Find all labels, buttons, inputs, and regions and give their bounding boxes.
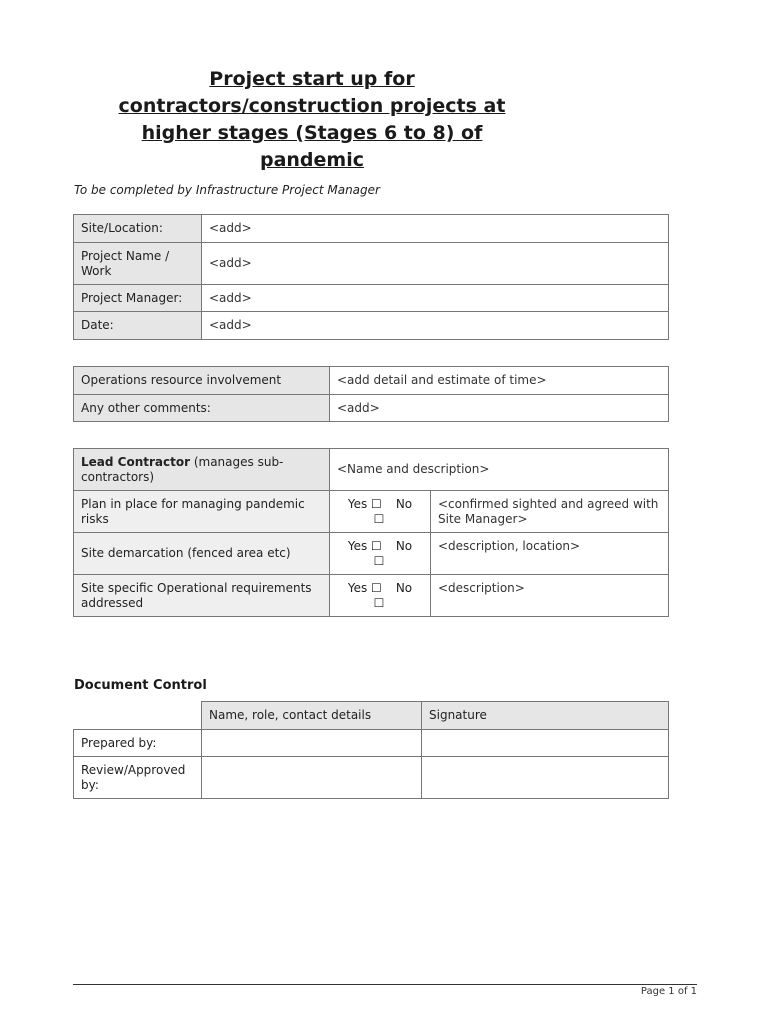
no-label: No bbox=[395, 581, 413, 595]
table-row bbox=[74, 575, 669, 617]
yes-checkbox[interactable]: ☐ bbox=[371, 539, 382, 553]
page-subtitle: To be completed by Infrastructure Project Manager bbox=[74, 183, 380, 197]
review-approved-name-cell[interactable] bbox=[202, 757, 422, 799]
table-row bbox=[74, 243, 669, 285]
operations-resource-value[interactable]: <add detail and estimate of time> bbox=[330, 367, 669, 395]
prepared-by-label: Prepared by: bbox=[74, 730, 202, 757]
other-comments-value[interactable]: <add> bbox=[330, 395, 669, 422]
empty-corner-cell bbox=[74, 702, 202, 730]
table-row bbox=[74, 449, 669, 491]
document-control-heading: Document Control bbox=[74, 678, 207, 693]
risk-plan-label: Plan in place for managing pandemic risks bbox=[74, 491, 330, 533]
name-role-header: Name, role, contact details bbox=[202, 702, 422, 730]
yes-checkbox[interactable]: ☐ bbox=[371, 497, 382, 511]
date-value[interactable]: <add> bbox=[202, 312, 669, 340]
site-demarcation-label: Site demarcation (fenced area etc) bbox=[74, 533, 330, 575]
table-row bbox=[74, 215, 669, 243]
site-location-label: Site/Location: bbox=[74, 215, 202, 243]
page-title: Project start up for contractors/construction projects at higher stages (Stages 6 to 8) of pandemic bbox=[118, 68, 506, 171]
yes-label: Yes bbox=[347, 497, 368, 511]
project-manager-value[interactable]: <add> bbox=[202, 285, 669, 312]
other-comments-label: Any other comments: bbox=[74, 395, 330, 422]
lead-contractor-value[interactable]: <Name and description> bbox=[330, 449, 669, 491]
site-demarcation-yes-no bbox=[330, 533, 431, 575]
contractor-table bbox=[73, 448, 669, 617]
table-row bbox=[74, 730, 669, 757]
table-row bbox=[74, 757, 669, 799]
risk-plan-yes-no bbox=[330, 491, 431, 533]
yes-option bbox=[348, 581, 382, 596]
footer-divider bbox=[73, 984, 697, 985]
no-label: No bbox=[395, 497, 413, 511]
no-checkbox[interactable]: ☐ bbox=[373, 596, 385, 610]
table-row bbox=[74, 367, 669, 395]
operational-requirements-description[interactable]: <description> bbox=[431, 575, 669, 617]
lead-contractor-label-rest: (manages sub-contractors) bbox=[81, 454, 284, 484]
project-details-table bbox=[73, 214, 669, 340]
risk-plan-description[interactable]: <confirmed sighted and agreed with Site Manager> bbox=[431, 491, 669, 533]
operations-resource-label: Operations resource involvement bbox=[74, 367, 330, 395]
table-row bbox=[74, 491, 669, 533]
signature-header: Signature bbox=[422, 702, 669, 730]
lead-contractor-label bbox=[74, 449, 330, 491]
lead-contractor-label-bold: Lead Contractor bbox=[81, 454, 191, 469]
yes-option bbox=[348, 497, 382, 512]
review-approved-by-label: Review/Approved by: bbox=[74, 757, 202, 799]
operational-requirements-label: Site specific Operational requirements addressed bbox=[74, 575, 330, 617]
page-number: Page 1 of 1 bbox=[640, 986, 697, 997]
table-row bbox=[74, 395, 669, 422]
document-control-table bbox=[73, 701, 669, 799]
table-row bbox=[74, 285, 669, 312]
table-row bbox=[74, 312, 669, 340]
project-name-label: Project Name / Work bbox=[74, 243, 202, 285]
site-location-value[interactable]: <add> bbox=[202, 215, 669, 243]
yes-option bbox=[348, 539, 382, 554]
prepared-by-name-cell[interactable] bbox=[202, 730, 422, 757]
prepared-by-signature-cell[interactable] bbox=[422, 730, 669, 757]
project-name-value[interactable]: <add> bbox=[202, 243, 669, 285]
yes-checkbox[interactable]: ☐ bbox=[371, 581, 382, 595]
no-checkbox[interactable]: ☐ bbox=[373, 512, 385, 526]
no-label: No bbox=[395, 539, 413, 553]
review-approved-signature-cell[interactable] bbox=[422, 757, 669, 799]
site-demarcation-description[interactable]: <description, location> bbox=[431, 533, 669, 575]
yes-label: Yes bbox=[347, 539, 368, 553]
table-row bbox=[74, 702, 669, 730]
project-manager-label: Project Manager: bbox=[74, 285, 202, 312]
operations-table bbox=[73, 366, 669, 422]
yes-label: Yes bbox=[347, 581, 368, 595]
no-checkbox[interactable]: ☐ bbox=[373, 554, 385, 568]
operational-requirements-yes-no bbox=[330, 575, 431, 617]
date-label: Date: bbox=[74, 312, 202, 340]
table-row bbox=[74, 533, 669, 575]
